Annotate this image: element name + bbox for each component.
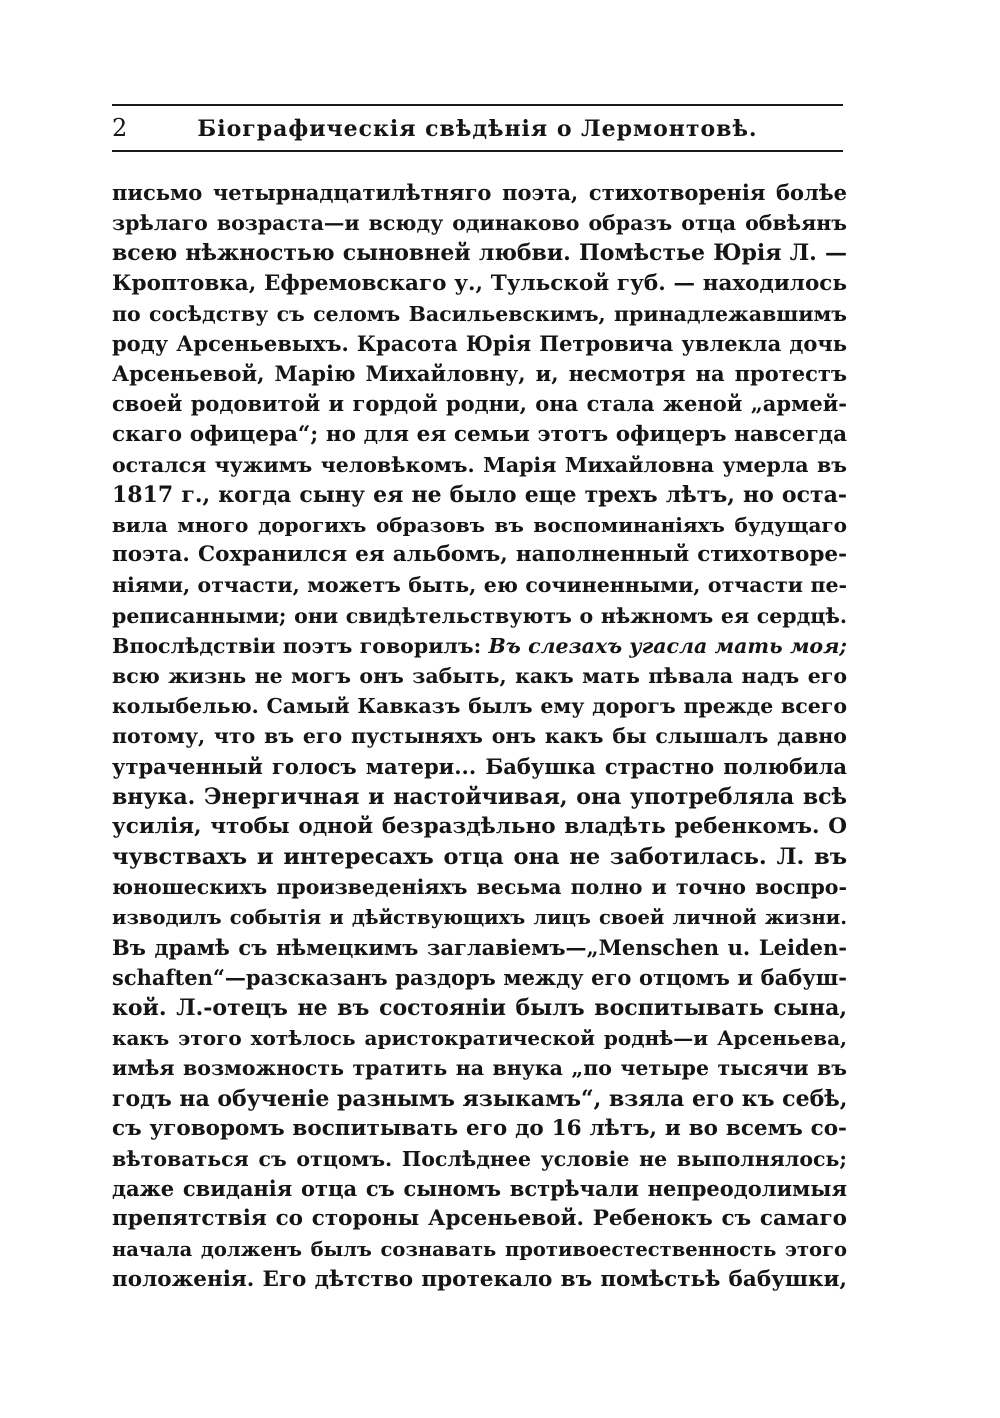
text-line: положенія. Его дѣтство протекало въ помѣстьѣ бабушки, (112, 1266, 847, 1292)
text-line: письмо четырнадцатилѣтняго поэта, стихотворенія болѣе (112, 180, 847, 205)
text-line: по сосѣдству съ селомъ Васильевскимъ, принадлежавшимъ (112, 301, 847, 326)
header-bottom-rule (112, 150, 843, 152)
text-line: изводилъ событія и дѣйствующихъ лицъ своей личной жизни. (112, 905, 847, 929)
text-line-with-quote (112, 631, 847, 661)
text-line: даже свиданія отца съ сыномъ встрѣчали непреодолимыя (112, 1176, 847, 1202)
text-line: имѣя возможность тратить на внука „по четыре тысячи въ (112, 1056, 847, 1081)
text-line: утраченный голосъ матери... Бабушка страстно полюбила (112, 753, 847, 779)
text-line: годъ на обученіе разнымъ языкамъ“, взяла его къ себѣ, (112, 1085, 848, 1112)
text-line: Въ драмѣ съ нѣмецкимъ заглавіемъ—„Menschen u. Leiden- (112, 934, 847, 960)
text-line: препятствія со стороны Арсеньевой. Ребенокъ съ самаго (112, 1206, 847, 1232)
text-line: ніями, отчасти, можетъ быть, ею сочиненными, отчасти пе- (112, 573, 847, 598)
text-line: 1817 г., когда сыну ея не было еще трехъ лѣтъ, но оста- (112, 481, 847, 508)
text-line: усилія, чтобы одной безраздѣльно владѣть ребенкомъ. О (112, 813, 847, 839)
text-line: скаго офицера“; но для ея семьи этотъ офицеръ навсегда (112, 421, 847, 447)
text-line: кой. Л.-отецъ не въ состояніи былъ воспитывать сына, (112, 995, 847, 1022)
text-line: потому, что въ его пустыняхъ онъ какъ бы слышалъ давно (112, 724, 847, 749)
text-line: вѣтоваться съ отцомъ. Послѣднее условіе не выполнялось; (112, 1147, 847, 1171)
text-line: колыбелью. Самый Кавказъ былъ ему дорогъ прежде всего (112, 694, 847, 719)
header-top-rule (112, 104, 843, 106)
text-line: поэта. Сохранился ея альбомъ, наполненный стихотворе- (112, 542, 847, 568)
text-line: внука. Энергичная и настойчивая, она употребляла всѣ (112, 783, 847, 810)
text-line: юношескихъ произведеніяхъ весьма полно и точно воспро- (112, 875, 847, 900)
text-line: съ уговоромъ воспитывать его до 16 лѣтъ, и во всемъ со- (112, 1115, 847, 1141)
text-line: всею нѣжностью сыновней любви. Помѣстье Юрія Л. — (112, 240, 847, 267)
text-line-start: Впослѣдствіи поэтъ говорилъ: (112, 633, 482, 658)
running-title: Біографическія свѣдѣнія о Лермонтовѣ. (197, 116, 758, 142)
text-line: реписанными; они свидѣтельствуютъ о нѣжномъ ея сердцѣ. (112, 603, 847, 628)
text-line: Арсеньевой, Марію Михайловну, и, несмотря на протестъ (112, 361, 847, 387)
text-line: вила много дорогихъ образовъ въ воспоминаніяхъ будущаго (112, 513, 847, 538)
text-line: чувствахъ и интересахъ отца она не заботилась. Л. въ (112, 844, 847, 871)
text-line: своей родовитой и гордой родни, она стала женой „армей- (112, 391, 847, 417)
text-line: роду Арсеньевыхъ. Красота Юрія Петровича увлекла дочь (112, 330, 847, 356)
page-number: 2 (112, 114, 128, 142)
text-line: какъ этого хотѣлось аристократической роднѣ—и Арсеньева, (112, 1026, 847, 1051)
text-line: остался чужимъ человѣкомъ. Марія Михайловна умерла въ (112, 452, 847, 477)
running-head (112, 110, 843, 146)
text-line: всю жизнь не могъ онъ забыть, какъ мать пѣвала надъ его (112, 664, 847, 688)
italic-quote: Въ слезахъ угасла мать моя; (488, 633, 847, 658)
text-line: schaften“—разсказанъ раздоръ между его отцомъ и бабуш- (112, 964, 847, 990)
body-text (112, 178, 847, 1295)
text-line: зрѣлаго возраста—и всюду одинаково образъ отца обвѣянъ (112, 211, 847, 236)
text-line: Кроптовка, Ефремовскаго у., Тульской губ. — находилось (112, 270, 847, 296)
text-line: начала долженъ былъ сознавать противоестественность этого (112, 1237, 847, 1261)
